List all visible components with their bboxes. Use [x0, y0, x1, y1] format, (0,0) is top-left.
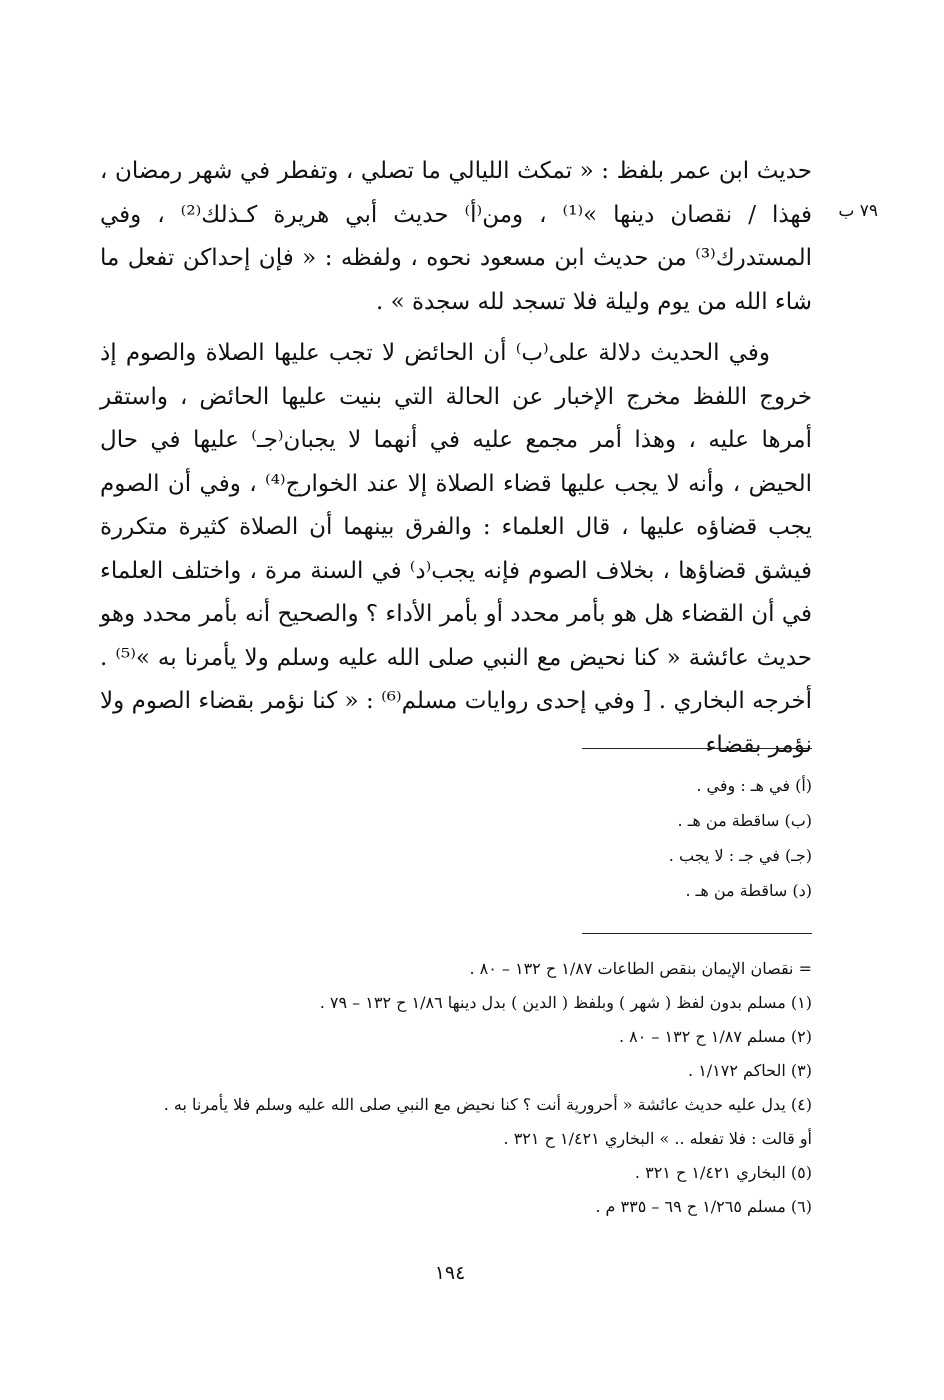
footnote-divider-numbers [582, 933, 812, 934]
footnote-item: (١) مسلم بدون لفظ ( شهر ) وبلفظ ( الدين ) بدل دينها ١/٨٦ ح ١٣٢ – ٧٩ . [319, 993, 812, 1012]
footnote-item: (٦) مسلم ١/٢٦٥ ح ٦٩ – ٣٣٥ م . [595, 1197, 812, 1216]
page-number: ١٩٤ [434, 1262, 466, 1284]
footnote-item: (د) ساقطة من هـ . [685, 881, 812, 900]
footnote-item: (أ) في هـ : وفي . [696, 776, 812, 795]
footnote-item: (٥) البخاري ١/٤٢١ ح ٣٢١ . [634, 1163, 812, 1182]
footnote-item: (٤) يدل عليه حديث عائشة « أحرورية أنت ؟ كنا نحيض مع النبي صلى الله عليه وسلم فلا يأمرنا به . [163, 1095, 812, 1114]
paragraph-1: حديث ابن عمر بلفظ : « تمكث الليالي ما تصلي ، وتفطر في شهر رمضان ، فهذا / نقصان دينها »⁽¹⁾ ، ومن⁽أ⁾ حديث أبي هريرة كـذلك⁽²⁾ ، وفي المستدرك⁽³⁾ من حديث ابن مسعود نحوه ، ولفظه : « فإن إحداكن تفعل ما شاء الله من يوم وليلة فلا تسجد لله سجدة » . [100, 158, 812, 315]
main-text-block [100, 150, 812, 767]
manuscript-folio-marker: ٧٩ ب [838, 201, 878, 221]
footnote-item: (٣) الحاكم ١/١٧٢ . [688, 1061, 812, 1080]
footnote-item: (٢) مسلم ١/٨٧ ح ١٣٢ – ٨٠ . [618, 1027, 812, 1046]
footnote-item: (ب) ساقطة من هـ . [677, 811, 812, 830]
source-footnotes [112, 952, 812, 1224]
footnote-item: = نقصان الإيمان بنقص الطاعات ١/٨٧ ح ١٣٢ – ٨٠ . [469, 959, 812, 978]
paragraph-2: وفي الحديث دلالة على⁽ب⁾ أن الحائض لا تجب عليها الصلاة والصوم إذ خروج اللفظ مخرج الإخبار عن الحالة التي بنيت عليها الحائض ، واستقر أمرها عليه ، وهذا أمر مجمع عليه في أنهما لا يجبان⁽جـ⁾ عليها في حال الحيض ، وأنه لا يجب عليها قضاء الصلاة إلا عند الخوارج⁽⁴⁾ ، وفي أن الصوم يجب قضاؤه عليها ، قال العلماء : والفرق بينهما أن الصلاة كثيرة متكررة فيشق قضاؤها ، بخلاف الصوم فإنه يجب⁽د⁾ في السنة مرة ، واختلف العلماء في أن القضاء هل هو بأمر محدد أو بأمر الأداء ؟ والصحيح أنه بأمر محدد وهو حديث عائشة « كنا نحيض مع النبي صلى الله عليه وسلم ولا يأمرنا به »⁽⁵⁾ . أخرجه البخاري . [ وفي إحدى روايات مسلم⁽⁶⁾ : « كنا نؤمر بقضاء الصوم ولا نؤمر بقضاء [100, 340, 812, 758]
footnote-divider-letters [582, 748, 812, 749]
variant-footnotes [112, 768, 812, 908]
footnote-item: (جـ) في جـ : لا يجب . [668, 846, 812, 865]
footnote-item: أو قالت : فلا تفعله .. » البخاري ١/٤٢١ ح ٣٢١ . [503, 1129, 812, 1148]
